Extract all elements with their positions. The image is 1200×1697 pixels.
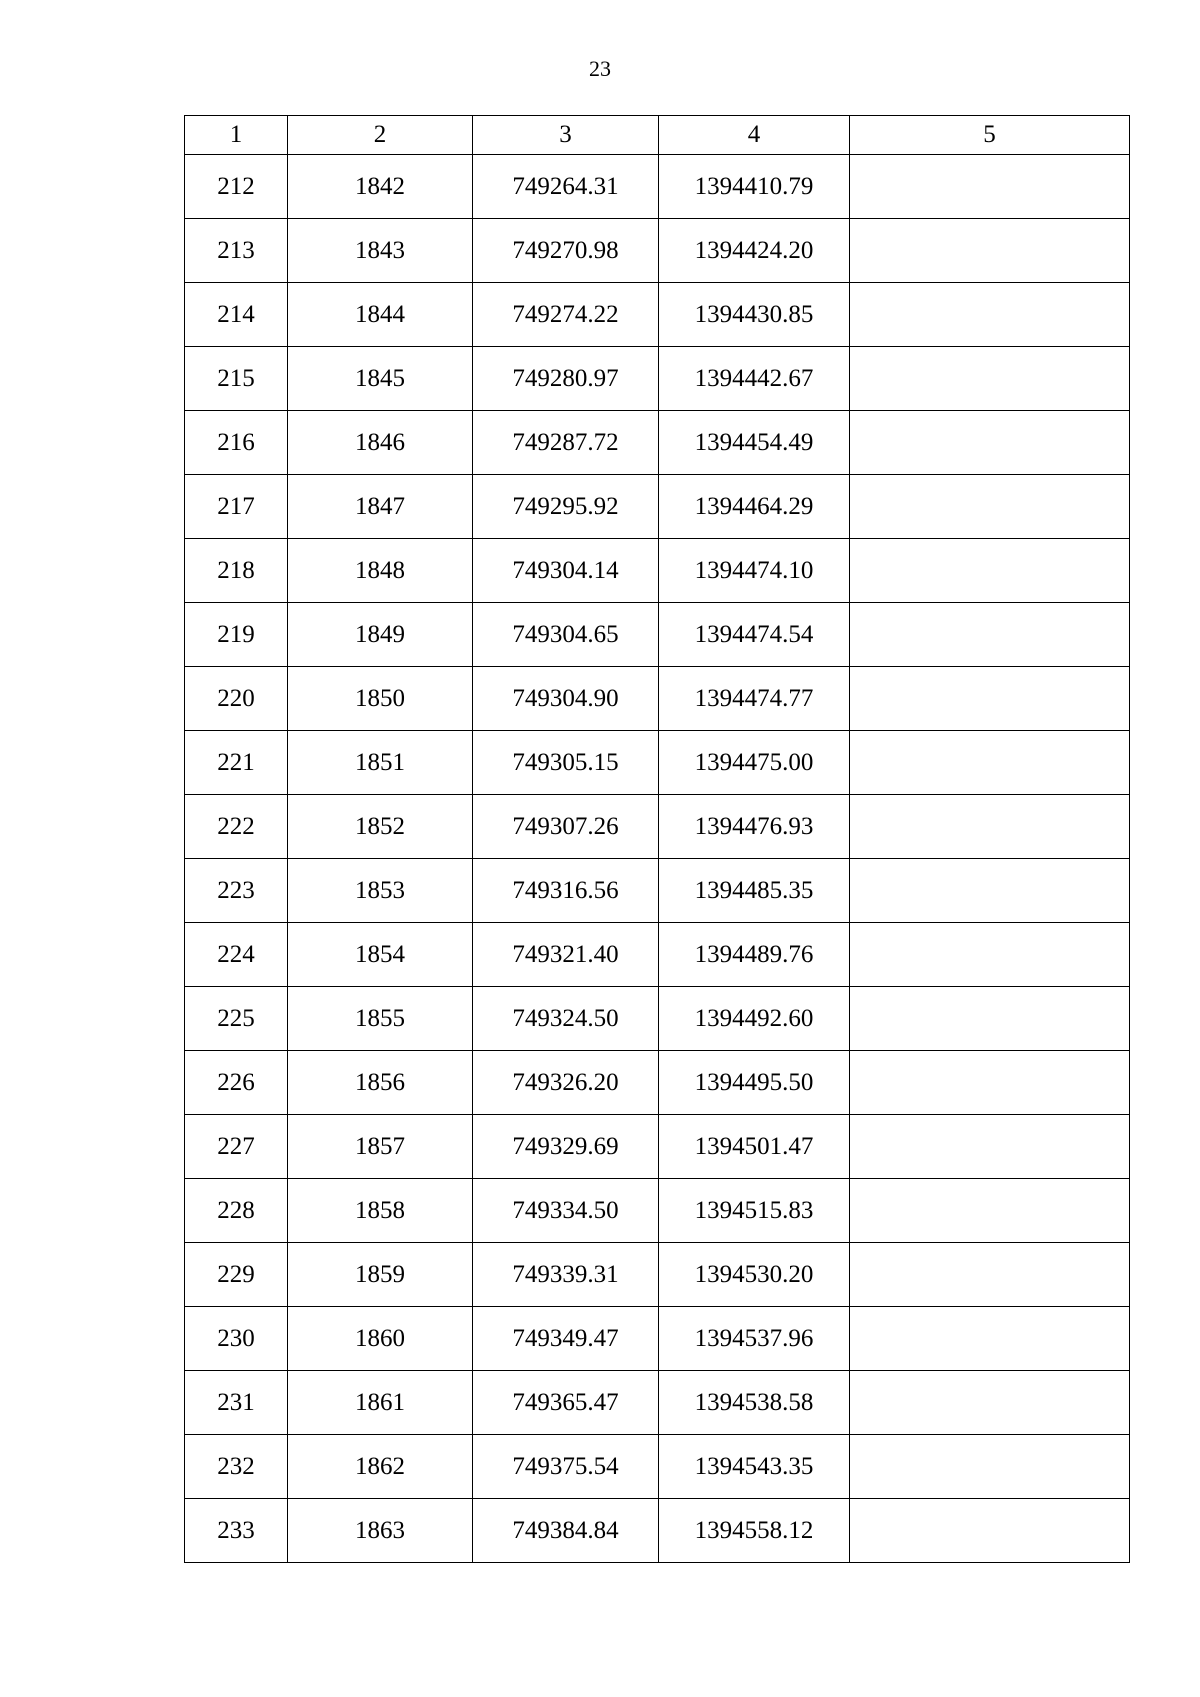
- cell-point-number: 222: [185, 795, 288, 859]
- cell-point-number: 215: [185, 347, 288, 411]
- cell-coord-y: 1394476.93: [659, 795, 850, 859]
- cell-note: [850, 1371, 1130, 1435]
- cell-coord-x: 749304.14: [473, 539, 659, 603]
- cell-point-id: 1858: [288, 1179, 473, 1243]
- cell-coord-x: 749365.47: [473, 1371, 659, 1435]
- cell-note: [850, 603, 1130, 667]
- cell-coord-x: 749295.92: [473, 475, 659, 539]
- cell-coord-x: 749316.56: [473, 859, 659, 923]
- cell-note: [850, 1115, 1130, 1179]
- cell-note: [850, 987, 1130, 1051]
- table-row: [185, 923, 1130, 987]
- cell-point-number: 224: [185, 923, 288, 987]
- table-row: [185, 219, 1130, 283]
- page-number: 23: [589, 56, 611, 81]
- cell-point-id: 1853: [288, 859, 473, 923]
- table-row: [185, 667, 1130, 731]
- cell-point-id: 1845: [288, 347, 473, 411]
- cell-coord-y: 1394464.29: [659, 475, 850, 539]
- table-row: [185, 283, 1130, 347]
- cell-coord-y: 1394454.49: [659, 411, 850, 475]
- cell-coord-y: 1394543.35: [659, 1435, 850, 1499]
- cell-point-id: 1846: [288, 411, 473, 475]
- cell-coord-x: 749270.98: [473, 219, 659, 283]
- cell-note: [850, 347, 1130, 411]
- cell-coord-x: 749307.26: [473, 795, 659, 859]
- table-row: [185, 1307, 1130, 1371]
- header-row: [185, 116, 1130, 155]
- cell-note: [850, 1243, 1130, 1307]
- cell-point-number: 233: [185, 1499, 288, 1563]
- coordinates-table: [184, 115, 1130, 1563]
- cell-point-id: 1848: [288, 539, 473, 603]
- cell-coord-x: 749264.31: [473, 155, 659, 219]
- table-row: [185, 1243, 1130, 1307]
- table-row: [185, 859, 1130, 923]
- cell-coord-y: 1394495.50: [659, 1051, 850, 1115]
- cell-point-id: 1847: [288, 475, 473, 539]
- cell-point-number: 213: [185, 219, 288, 283]
- table-row: [185, 475, 1130, 539]
- table-row: [185, 1051, 1130, 1115]
- cell-note: [850, 1179, 1130, 1243]
- cell-point-number: 214: [185, 283, 288, 347]
- cell-point-number: 218: [185, 539, 288, 603]
- cell-coord-y: 1394538.58: [659, 1371, 850, 1435]
- cell-note: [850, 475, 1130, 539]
- cell-note: [850, 411, 1130, 475]
- cell-point-id: 1854: [288, 923, 473, 987]
- cell-note: [850, 1435, 1130, 1499]
- cell-coord-y: 1394492.60: [659, 987, 850, 1051]
- cell-coord-y: 1394501.47: [659, 1115, 850, 1179]
- cell-point-id: 1849: [288, 603, 473, 667]
- cell-point-number: 227: [185, 1115, 288, 1179]
- cell-coord-y: 1394474.77: [659, 667, 850, 731]
- table-row: [185, 603, 1130, 667]
- table-header: [185, 116, 1130, 155]
- cell-coord-y: 1394537.96: [659, 1307, 850, 1371]
- cell-coord-y: 1394474.10: [659, 539, 850, 603]
- cell-point-id: 1859: [288, 1243, 473, 1307]
- cell-note: [850, 859, 1130, 923]
- cell-point-number: 219: [185, 603, 288, 667]
- table-row: [185, 987, 1130, 1051]
- table-row: [185, 731, 1130, 795]
- cell-point-id: 1863: [288, 1499, 473, 1563]
- cell-point-number: 217: [185, 475, 288, 539]
- cell-point-number: 221: [185, 731, 288, 795]
- header-cell-2: 2: [288, 116, 473, 155]
- cell-coord-y: 1394474.54: [659, 603, 850, 667]
- cell-coord-x: 749384.84: [473, 1499, 659, 1563]
- cell-point-number: 220: [185, 667, 288, 731]
- cell-note: [850, 219, 1130, 283]
- cell-point-number: 232: [185, 1435, 288, 1499]
- table-row: [185, 1179, 1130, 1243]
- cell-point-number: 231: [185, 1371, 288, 1435]
- header-cell-1: 1: [185, 116, 288, 155]
- cell-point-number: 212: [185, 155, 288, 219]
- table-row: [185, 1115, 1130, 1179]
- cell-coord-y: 1394475.00: [659, 731, 850, 795]
- cell-note: [850, 1307, 1130, 1371]
- cell-note: [850, 667, 1130, 731]
- cell-point-number: 226: [185, 1051, 288, 1115]
- cell-point-number: 216: [185, 411, 288, 475]
- table-row: [185, 1499, 1130, 1563]
- cell-coord-x: 749304.90: [473, 667, 659, 731]
- table-body: [185, 155, 1130, 1563]
- cell-coord-x: 749329.69: [473, 1115, 659, 1179]
- cell-coord-x: 749280.97: [473, 347, 659, 411]
- cell-coord-y: 1394558.12: [659, 1499, 850, 1563]
- table-row: [185, 411, 1130, 475]
- table-row: [185, 347, 1130, 411]
- cell-coord-y: 1394489.76: [659, 923, 850, 987]
- cell-coord-x: 749349.47: [473, 1307, 659, 1371]
- table-row: [185, 539, 1130, 603]
- cell-point-id: 1843: [288, 219, 473, 283]
- cell-coord-x: 749334.50: [473, 1179, 659, 1243]
- cell-point-id: 1862: [288, 1435, 473, 1499]
- cell-coord-y: 1394515.83: [659, 1179, 850, 1243]
- cell-coord-x: 749324.50: [473, 987, 659, 1051]
- table-row: [185, 1371, 1130, 1435]
- cell-coord-y: 1394485.35: [659, 859, 850, 923]
- cell-point-number: 229: [185, 1243, 288, 1307]
- cell-point-number: 230: [185, 1307, 288, 1371]
- cell-coord-y: 1394530.20: [659, 1243, 850, 1307]
- cell-coord-x: 749326.20: [473, 1051, 659, 1115]
- cell-note: [850, 539, 1130, 603]
- cell-note: [850, 731, 1130, 795]
- cell-coord-x: 749274.22: [473, 283, 659, 347]
- cell-point-id: 1855: [288, 987, 473, 1051]
- cell-note: [850, 795, 1130, 859]
- header-cell-4: 4: [659, 116, 850, 155]
- cell-point-number: 228: [185, 1179, 288, 1243]
- cell-point-id: 1851: [288, 731, 473, 795]
- cell-point-number: 223: [185, 859, 288, 923]
- cell-coord-x: 749321.40: [473, 923, 659, 987]
- cell-point-id: 1852: [288, 795, 473, 859]
- cell-point-number: 225: [185, 987, 288, 1051]
- header-cell-5: 5: [850, 116, 1130, 155]
- cell-note: [850, 1051, 1130, 1115]
- cell-coord-x: 749339.31: [473, 1243, 659, 1307]
- cell-point-id: 1842: [288, 155, 473, 219]
- table-row: [185, 1435, 1130, 1499]
- cell-note: [850, 155, 1130, 219]
- cell-coord-y: 1394442.67: [659, 347, 850, 411]
- cell-coord-x: 749304.65: [473, 603, 659, 667]
- cell-coord-y: 1394424.20: [659, 219, 850, 283]
- cell-note: [850, 283, 1130, 347]
- cell-coord-y: 1394430.85: [659, 283, 850, 347]
- cell-note: [850, 923, 1130, 987]
- table-row: [185, 155, 1130, 219]
- cell-point-id: 1861: [288, 1371, 473, 1435]
- cell-point-id: 1860: [288, 1307, 473, 1371]
- cell-point-id: 1857: [288, 1115, 473, 1179]
- cell-point-id: 1856: [288, 1051, 473, 1115]
- cell-point-id: 1844: [288, 283, 473, 347]
- cell-note: [850, 1499, 1130, 1563]
- cell-coord-x: 749305.15: [473, 731, 659, 795]
- header-cell-3: 3: [473, 116, 659, 155]
- cell-coord-x: 749287.72: [473, 411, 659, 475]
- table-row: [185, 795, 1130, 859]
- cell-point-id: 1850: [288, 667, 473, 731]
- cell-coord-x: 749375.54: [473, 1435, 659, 1499]
- cell-coord-y: 1394410.79: [659, 155, 850, 219]
